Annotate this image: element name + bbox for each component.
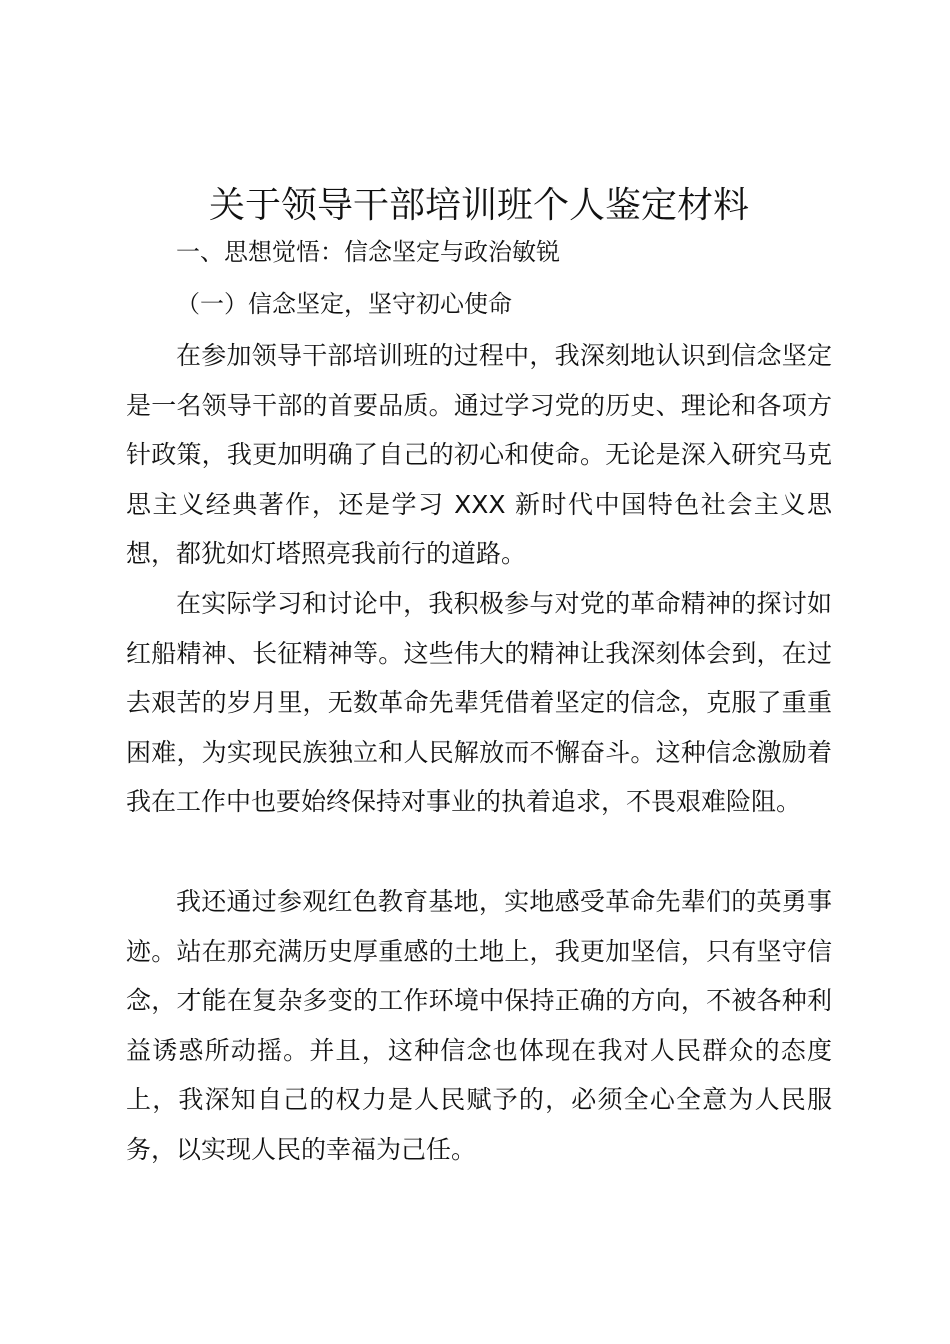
document-title: 关于领导干部培训班个人鉴定材料 — [208, 185, 749, 226]
body-paragraph-1: 在参加领导干部培训班的过程中，我深刻地认识到信念坚定是一名领导干部的首要品质。通过学习党的历史、理论和各项方针政策，我更加明确了自己的初心和使命。无论是深入研究马克思主义经典著作，还是学习 XXX 新时代中国特色社会主义思想，都犹如灯塔照亮我前行的道路。 — [126, 341, 832, 568]
body-paragraph-2: 在实际学习和讨论中，我积极参与对党的革命精神的探讨如红船精神、长征精神等。这些伟大的精神让我深刻体会到，在过去艰苦的岁月里，无数革命先辈凭借着坚定的信念，克服了重重困难，为实现民族独立和人民解放而不懈奋斗。这种信念激励着我在工作中也要始终保持对事业的执着追求，不畏艰难险阻。 — [126, 589, 832, 816]
subsection-heading: （一）信念坚定，坚守初心使命 — [176, 290, 512, 318]
body-paragraph-3: 我还通过参观红色教育基地，实地感受革命先辈们的英勇事迹。站在那充满历史厚重感的土地上，我更加坚信，只有坚守信念，才能在复杂多变的工作环境中保持正确的方向，不被各种利益诱惑所动摇。并且，这种信念也体现在我对人民群众的态度上，我深知自己的权力是人民赋予的，必须全心全意为人民服务，以实现人民的幸福为己任。 — [126, 887, 832, 1164]
section-heading: 一、思想觉悟：信念坚定与政治敏锐 — [176, 238, 560, 266]
